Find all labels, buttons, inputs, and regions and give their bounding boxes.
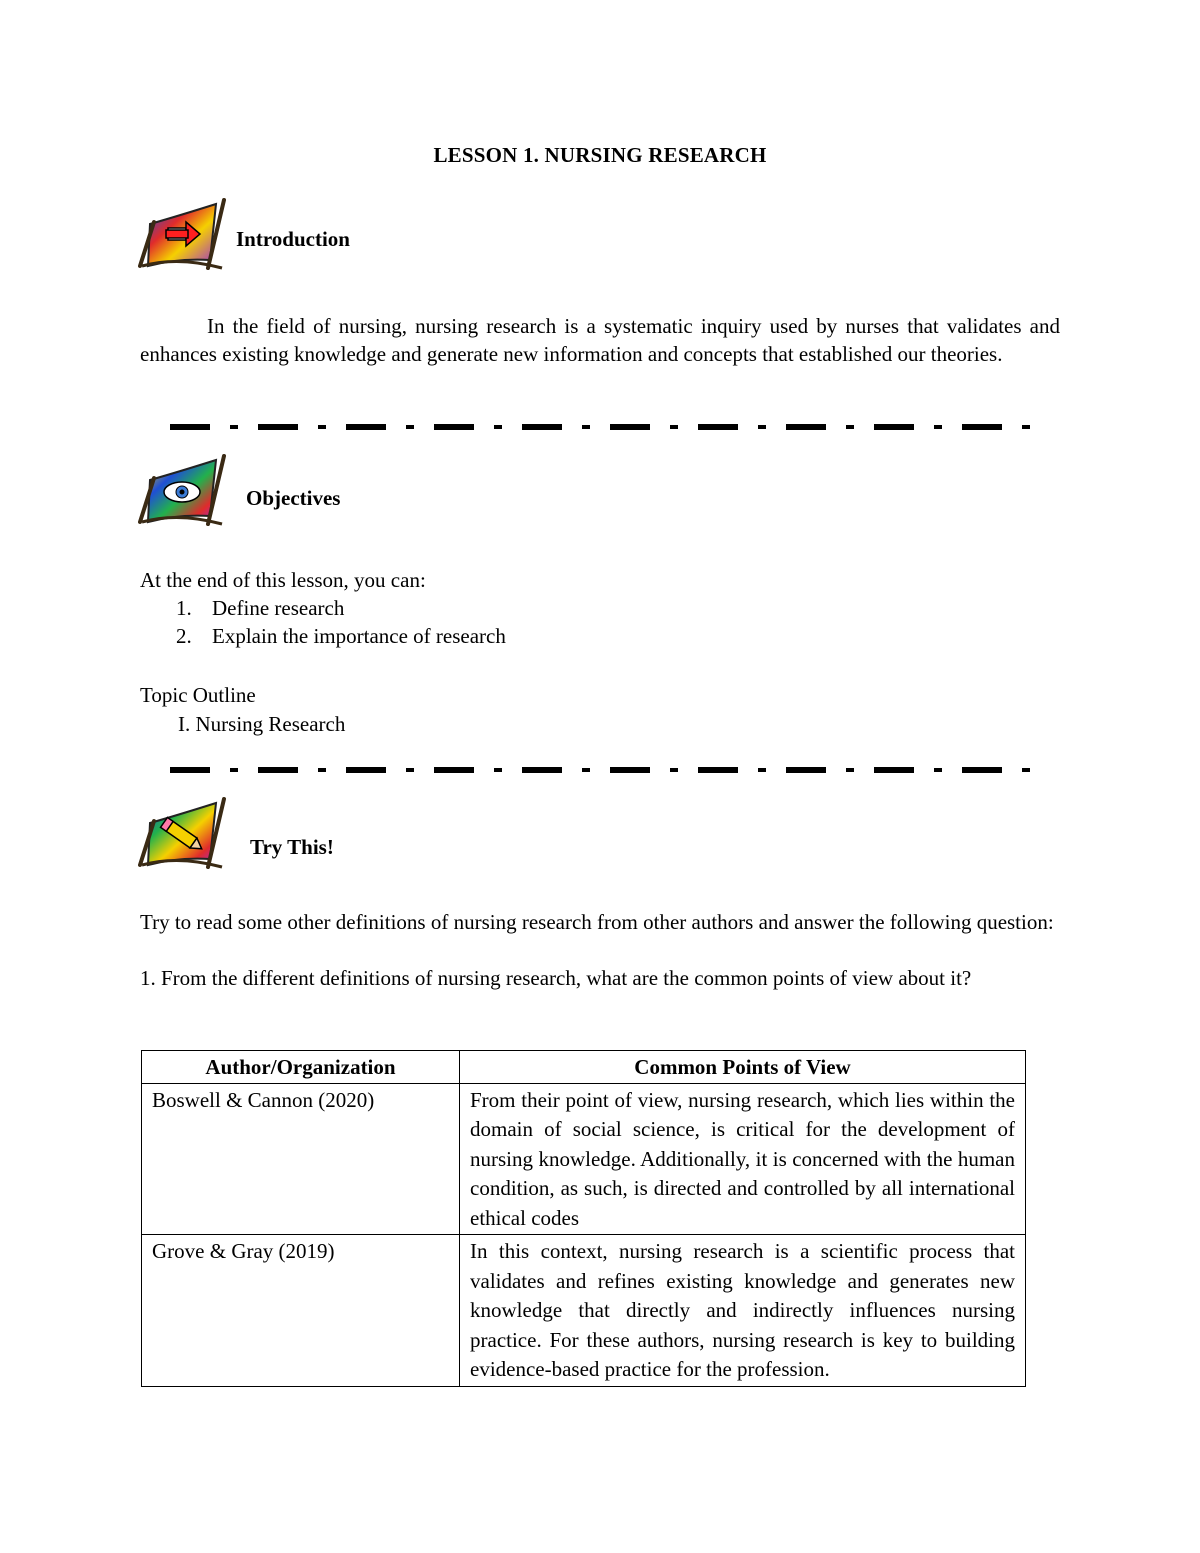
arrow-icon — [138, 196, 238, 276]
try-this-heading: Try This! — [250, 835, 334, 859]
column-header-view: Common Points of View — [460, 1051, 1026, 1084]
column-header-author: Author/Organization — [142, 1051, 460, 1084]
section-divider — [170, 766, 1040, 774]
table-header-row — [142, 1051, 1026, 1084]
author-cell: Grove & Gray (2019) — [142, 1235, 460, 1387]
list-number: 2. — [176, 624, 192, 648]
objectives-lead: At the end of this lesson, you can: — [140, 568, 426, 592]
table-row — [142, 1083, 1026, 1235]
objectives-list — [176, 594, 506, 650]
try-this-question: 1. From the different definitions of nursing research, what are the common points of view about it? — [140, 966, 972, 990]
table-row — [142, 1235, 1026, 1387]
topic-outline-label: Topic Outline — [140, 683, 256, 707]
list-item — [176, 622, 506, 650]
view-cell: In this context, nursing research is a scientific process that validates and refines existing knowledge and generates new knowledge that directly and indirectly influences nursing practice. For these authors, nursing research is key to building evidence-based practice for the profession. — [460, 1235, 1026, 1387]
eye-icon — [138, 452, 238, 532]
author-cell: Boswell & Cannon (2020) — [142, 1083, 460, 1235]
view-cell: From their point of view, nursing research, which lies within the domain of social science, is critical for the development of nursing knowledge. Additionally, it is concerned with the human condition, as such, is directed and controlled by all international ethical codes — [460, 1083, 1026, 1235]
introduction-paragraph: In the field of nursing, nursing research is a systematic inquiry used by nurses that validates and enhances existing knowledge and generate new information and concepts that established our theories. — [140, 314, 1060, 366]
introduction-heading: Introduction — [236, 227, 350, 251]
objectives-heading: Objectives — [246, 486, 341, 510]
list-text: Define research — [212, 596, 345, 620]
pencil-icon — [138, 795, 238, 875]
try-this-paragraph: Try to read some other definitions of nursing research from other authors and answer the following question: — [140, 910, 1054, 934]
lesson-title: LESSON 1. NURSING RESEARCH — [433, 143, 767, 167]
points-of-view-table — [141, 1050, 1026, 1387]
list-number: 1. — [176, 596, 192, 620]
list-item — [176, 594, 506, 622]
topic-outline-item: I. Nursing Research — [178, 712, 346, 736]
list-text: Explain the importance of research — [212, 624, 506, 648]
section-divider — [170, 423, 1040, 431]
